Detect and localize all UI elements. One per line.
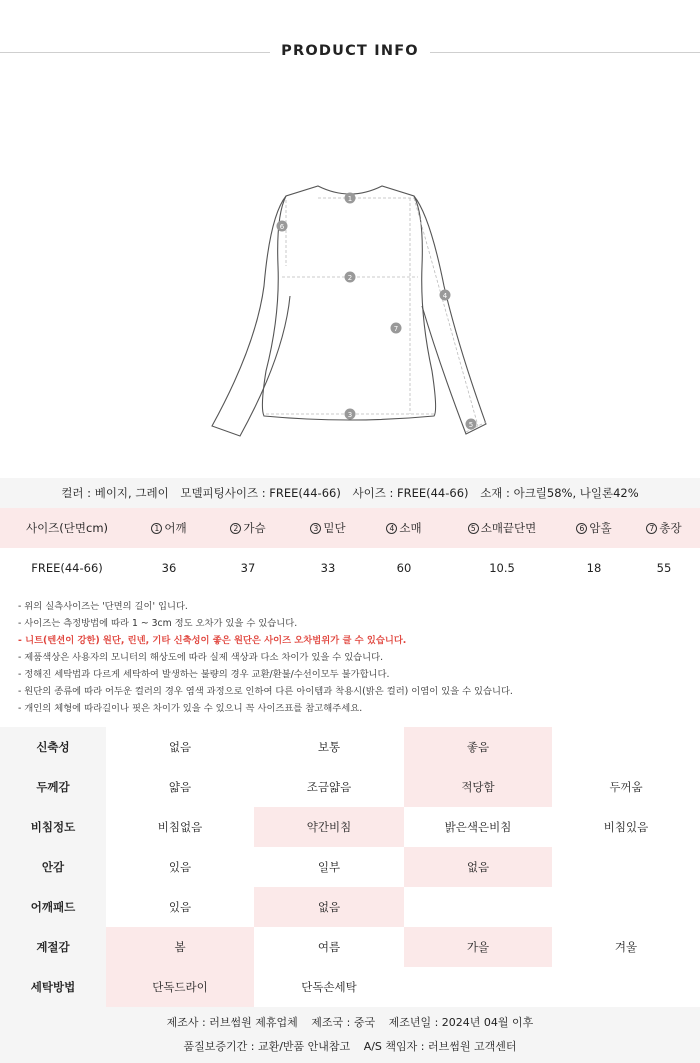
- size-cell: 10.5: [489, 561, 515, 575]
- section-header: [0, 36, 700, 70]
- size-cell: 55: [656, 561, 672, 575]
- number-badge-icon: 4: [386, 523, 397, 534]
- property-option: 있음: [168, 900, 192, 914]
- property-option: [552, 887, 700, 927]
- product-info-bar: [0, 478, 700, 508]
- property-option: 두꺼움: [609, 780, 643, 794]
- number-badge-icon: 5: [468, 523, 479, 534]
- property-option: 단독드라이: [106, 967, 254, 1007]
- property-option: 적당함: [404, 767, 552, 807]
- fabric-property-table: [0, 727, 700, 1007]
- size-cell: 37: [240, 561, 256, 575]
- property-option: 밝은색은비침: [444, 820, 512, 834]
- note-item: - 정해진 세탁법과 다르게 세탁하여 발생하는 불량의 경우 교환/환불/수선이모두 불가합니다.: [18, 669, 390, 680]
- property-option: 가을: [404, 927, 552, 967]
- warranty-info: 품질보증기간 : 교환/반품 안내참고: [183, 1040, 351, 1053]
- number-badge-icon: 3: [310, 523, 321, 534]
- property-option: [404, 887, 552, 927]
- size-header-length: 7 총장: [628, 508, 700, 548]
- note-item-warning: - 니트(텐션이 강한) 원단, 린넨, 기타 신축성이 좋은 원단은 사이즈 오차범위가 클 수 있습니다.: [18, 635, 407, 646]
- svg-text:5: 5: [468, 421, 474, 429]
- marker-1: [345, 193, 356, 204]
- table-row: [0, 727, 700, 767]
- page-title: PRODUCT INFO: [281, 43, 419, 59]
- manufacturer-row: [0, 1011, 700, 1035]
- size-cell: 33: [320, 561, 336, 575]
- marker-3: [345, 409, 356, 420]
- property-label: 세탁방법: [0, 967, 106, 1007]
- property-option: [404, 967, 552, 1007]
- size-info: 사이즈 : FREE(44-66): [352, 486, 469, 500]
- note-item: - 원단의 종류에 따라 어두운 컬러의 경우 염색 과정으로 인하여 다른 아이템과 착용시(밝은 컬러) 이염이 있을 수 있습니다.: [18, 686, 513, 697]
- size-cell: FREE(44-66): [31, 561, 103, 575]
- marker-4: [440, 290, 451, 301]
- note-item: - 개인의 체형에 따라길이나 핏은 차이가 있을 수 있으니 꼭 사이즈표를 참고해주세요.: [18, 703, 363, 714]
- property-option: 겨울: [614, 940, 638, 954]
- table-row: [0, 767, 700, 807]
- marker-5: [466, 419, 477, 430]
- warranty-row: [0, 1035, 700, 1059]
- table-row: [0, 548, 700, 588]
- table-row: [0, 807, 700, 847]
- marker-6: [277, 221, 288, 232]
- property-option: 없음: [168, 740, 192, 754]
- number-badge-icon: 7: [646, 523, 657, 534]
- header-divider-left: [0, 52, 270, 53]
- note-item: - 사이즈는 측정방법에 따라 1 ~ 3cm 정도 오차가 있을 수 있습니다.: [18, 618, 298, 629]
- size-header-sleeve: 4 소매: [364, 508, 444, 548]
- property-option: 보통: [317, 740, 341, 754]
- size-header-chest: 2 가슴: [204, 508, 292, 548]
- property-option: 여름: [317, 940, 341, 954]
- number-badge-icon: 1: [151, 523, 162, 534]
- property-label: 어깨패드: [0, 887, 106, 927]
- property-option: 일부: [317, 860, 341, 874]
- size-notes: [18, 598, 688, 717]
- property-option: 없음: [404, 847, 552, 887]
- property-label: 계절감: [0, 927, 106, 967]
- size-table-header-row: [0, 508, 700, 548]
- size-table: [0, 508, 700, 588]
- measure-markers: [277, 193, 477, 430]
- property-option: 비침없음: [157, 820, 203, 834]
- svg-text:1: 1: [347, 195, 353, 203]
- svg-text:3: 3: [347, 411, 353, 419]
- material-info: 소재 : 아크릴58%, 나일론42%: [480, 486, 639, 500]
- garment-diagram: [200, 176, 500, 446]
- property-label: 안감: [0, 847, 106, 887]
- property-option: 봄: [106, 927, 254, 967]
- property-option: 없음: [254, 887, 404, 927]
- property-option: [552, 847, 700, 887]
- property-label: 신축성: [0, 727, 106, 767]
- date-info: 제조년일 : 2024년 04월 이후: [388, 1016, 534, 1029]
- size-header-shoulder: 1 어깨: [134, 508, 204, 548]
- property-label: 두께감: [0, 767, 106, 807]
- svg-text:2: 2: [347, 274, 353, 282]
- as-info: A/S 책임자 : 러브썸원 고객센터: [363, 1040, 517, 1053]
- country-info: 제조국 : 중국: [311, 1016, 376, 1029]
- marker-7: [391, 323, 402, 334]
- size-cell: 60: [396, 561, 412, 575]
- color-info: 컬러 : 베이지, 그레이: [61, 486, 169, 500]
- size-header-cuff: 5 소매끝단면: [444, 508, 560, 548]
- size-cell: 36: [161, 561, 177, 575]
- measure-lines: [266, 198, 486, 432]
- note-item: - 제품색상은 사용자의 모니터의 해상도에 따라 실제 색상과 다소 차이가 있을 수 있습니다.: [18, 652, 384, 663]
- property-option: 단독손세탁: [301, 980, 357, 994]
- svg-text:6: 6: [279, 223, 285, 231]
- property-option: [552, 967, 700, 1007]
- property-option: 있음: [168, 860, 192, 874]
- property-option: [552, 727, 700, 767]
- model-size-info: 모델피팅사이즈 : FREE(44-66): [180, 486, 341, 500]
- garment-outline: [212, 186, 486, 436]
- number-badge-icon: 2: [230, 523, 241, 534]
- table-row: [0, 887, 700, 927]
- svg-text:7: 7: [393, 325, 399, 333]
- table-row: [0, 927, 700, 967]
- header-divider-right: [430, 52, 700, 53]
- table-row: [0, 847, 700, 887]
- property-option: 조금얇음: [306, 780, 352, 794]
- property-option: 얇음: [168, 780, 192, 794]
- property-option: 비침있음: [603, 820, 649, 834]
- property-label: 비침정도: [0, 807, 106, 847]
- maker-info: 제조사 : 러브썸원 제휴업체: [166, 1016, 298, 1029]
- size-header-size: 사이즈(단면cm): [0, 508, 134, 548]
- size-header-armhole: 6 암홀: [560, 508, 628, 548]
- property-option: 좋음: [404, 727, 552, 767]
- svg-text:4: 4: [442, 292, 448, 300]
- size-cell: 18: [586, 561, 602, 575]
- size-header-hem: 3 밑단: [292, 508, 364, 548]
- note-item: - 위의 실측사이즈는 '단면의 길이' 입니다.: [18, 601, 188, 612]
- number-badge-icon: 6: [576, 523, 587, 534]
- marker-2: [345, 272, 356, 283]
- property-option: 약간비침: [254, 807, 404, 847]
- table-row: [0, 967, 700, 1007]
- manufacturer-info: [0, 1007, 700, 1063]
